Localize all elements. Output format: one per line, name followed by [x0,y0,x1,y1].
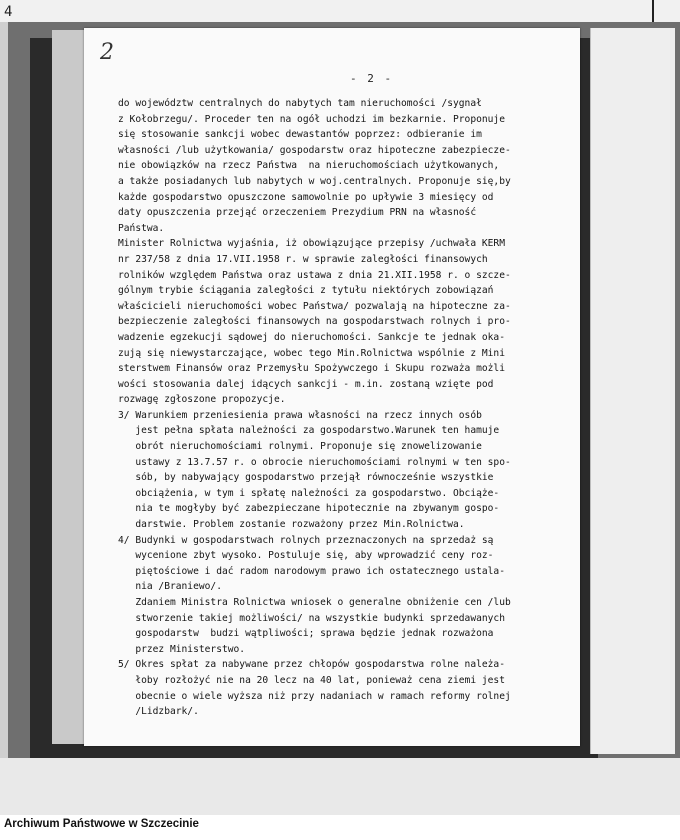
text-line: nia /Braniewo/. [118,581,222,593]
text-line: obrót nieruchomościami rolnymi. Proponuje się znowelizowanie [118,441,482,453]
text-line: obciążenia, w tym i spłatę należności za gospodarstwo. Obciąże- [118,487,500,499]
text-line: własności /lub użytkowania/ gospodarstw oraz hipoteczne zabezpiecze- [118,144,511,156]
left-sheet [52,30,88,744]
left-border [0,22,8,815]
text-line: Minister Rolnictwa wyjaśnia, iż obowiązujące przepisy /uchwała KERM [118,238,505,250]
text-line: piętościowe i dać radom narodowym prawo ich ostatecznego ustala- [118,565,505,577]
text-line: daty opuszczenia przejąć orzeczeniem Prezydium PRN na własność [118,207,477,219]
text-line: wości stosowania dalej idących sankcji - m.in. zostaną wzięte pod [118,378,494,390]
text-line: nie obowiązków na rzecz Państwa na nieruchomościach użytkowanych, [118,160,500,172]
bottom-area [0,758,680,815]
body-text [118,96,570,720]
text-line: /Lidzbark/. [118,706,199,718]
typed-page [84,28,580,746]
text-line: bezpieczenie zaległości finansowych na gospodarstwach rolnych i pro- [118,316,511,328]
text-line: się stosowanie sankcji wobec dewastantów poprzez: odbieranie im [118,129,482,141]
text-line: wycenione zbyt wysoko. Postuluje się, aby wprowadzić ceny roz- [118,550,494,562]
text-line: darstwie. Problem zostanie rozważony przez Min.Rolnictwa. [118,519,465,531]
text-line: stworzenie takiej możliwości/ na wszystkie budynki sprzedawanych [118,612,505,624]
text-line: rozwagę zgłoszone propozycje. [118,394,286,406]
text-line: obecnie o wiele wyższa niż przy nadaniach w ramach reformy rolnej [118,690,511,702]
right-sheet [590,28,675,754]
text-line: nr 237/58 z dnia 17.VII.1958 r. w sprawie zaległości finansowych [118,253,488,265]
text-line: ustawy z 13.7.57 r. o obrocie nieruchomościami rolnymi w ten spo- [118,456,511,468]
text-line: a także posiadanych lub nabytych w woj.centralnych. Proponuje się,by [118,175,511,187]
archive-name: Archiwum Państwowe w Szczecinie [4,818,199,830]
top-strip [0,0,680,22]
text-line: zują się niewystarczające, wobec tego Min.Rolnictwa wspólnie z Mini [118,347,505,359]
typed-page-number: - 2 - [350,72,394,85]
text-line: z Kołobrzegu/. Proceder ten na ogół uchodzi im bezkarnie. Proponuje [118,113,505,125]
text-line: Państwa. [118,222,165,234]
text-line: wadzenie egzekucji sądowej do nieruchomości. Sankcje te jednak oka- [118,331,505,343]
text-line: 5/ Okres spłat za nabywane przez chłopów gospodarstwa rolne należa- [118,659,505,671]
text-line: jest pełna spłata należności za gospodarstwo.Warunek ten hamuje [118,425,500,437]
text-line: właścicieli nieruchomości wobec Państwa/ pozwalają na hipoteczne za- [118,300,511,312]
text-line: rolników względem Państwa oraz ustawa z dnia 21.XII.1958 r. o szcze- [118,269,511,281]
text-line: sób, by nabywający gospodarstwo przejął równocześnie wszystkie [118,472,494,484]
top-rule [652,0,654,22]
text-line: 4/ Budynki w gospodarstwach rolnych przeznaczonych na sprzedaż są [118,534,494,546]
text-line: gospodarstw budzi wątpliwości; sprawa będzie jednak rozważona [118,628,494,640]
text-line: do województw centralnych do nabytych tam nieruchomości /sygnał [118,98,482,109]
text-line: nia te mogłyby być zabezpieczane hipotecznie na zbywanym gospo- [118,503,500,515]
text-line: gólnym trybie ściągania zaległości z tytułu niektórych zobowiązań [118,285,494,297]
handwritten-page-number: 2 [100,40,114,65]
text-line: łoby rozłożyć nie na 20 lecz na 40 lat, ponieważ cena ziemi jest [118,674,505,686]
text-line: sterstwem Finansów oraz Przemysłu Spożywczego i Skupu rozważa możli [118,363,505,375]
text-line: przez Ministerstwo. [118,643,246,655]
archive-footer [0,815,680,840]
text-line: każde gospodarstwo opuszczone samowolnie po upływie 3 miesięcy od [118,191,494,203]
text-line: Zdaniem Ministra Rolnictwa wniosek o generalne obniżenie cen /lub [118,597,511,608]
corner-mark: 4 [4,4,13,20]
text-line: 3/ Warunkiem przeniesienia prawa własności na rzecz innych osób [118,409,482,421]
